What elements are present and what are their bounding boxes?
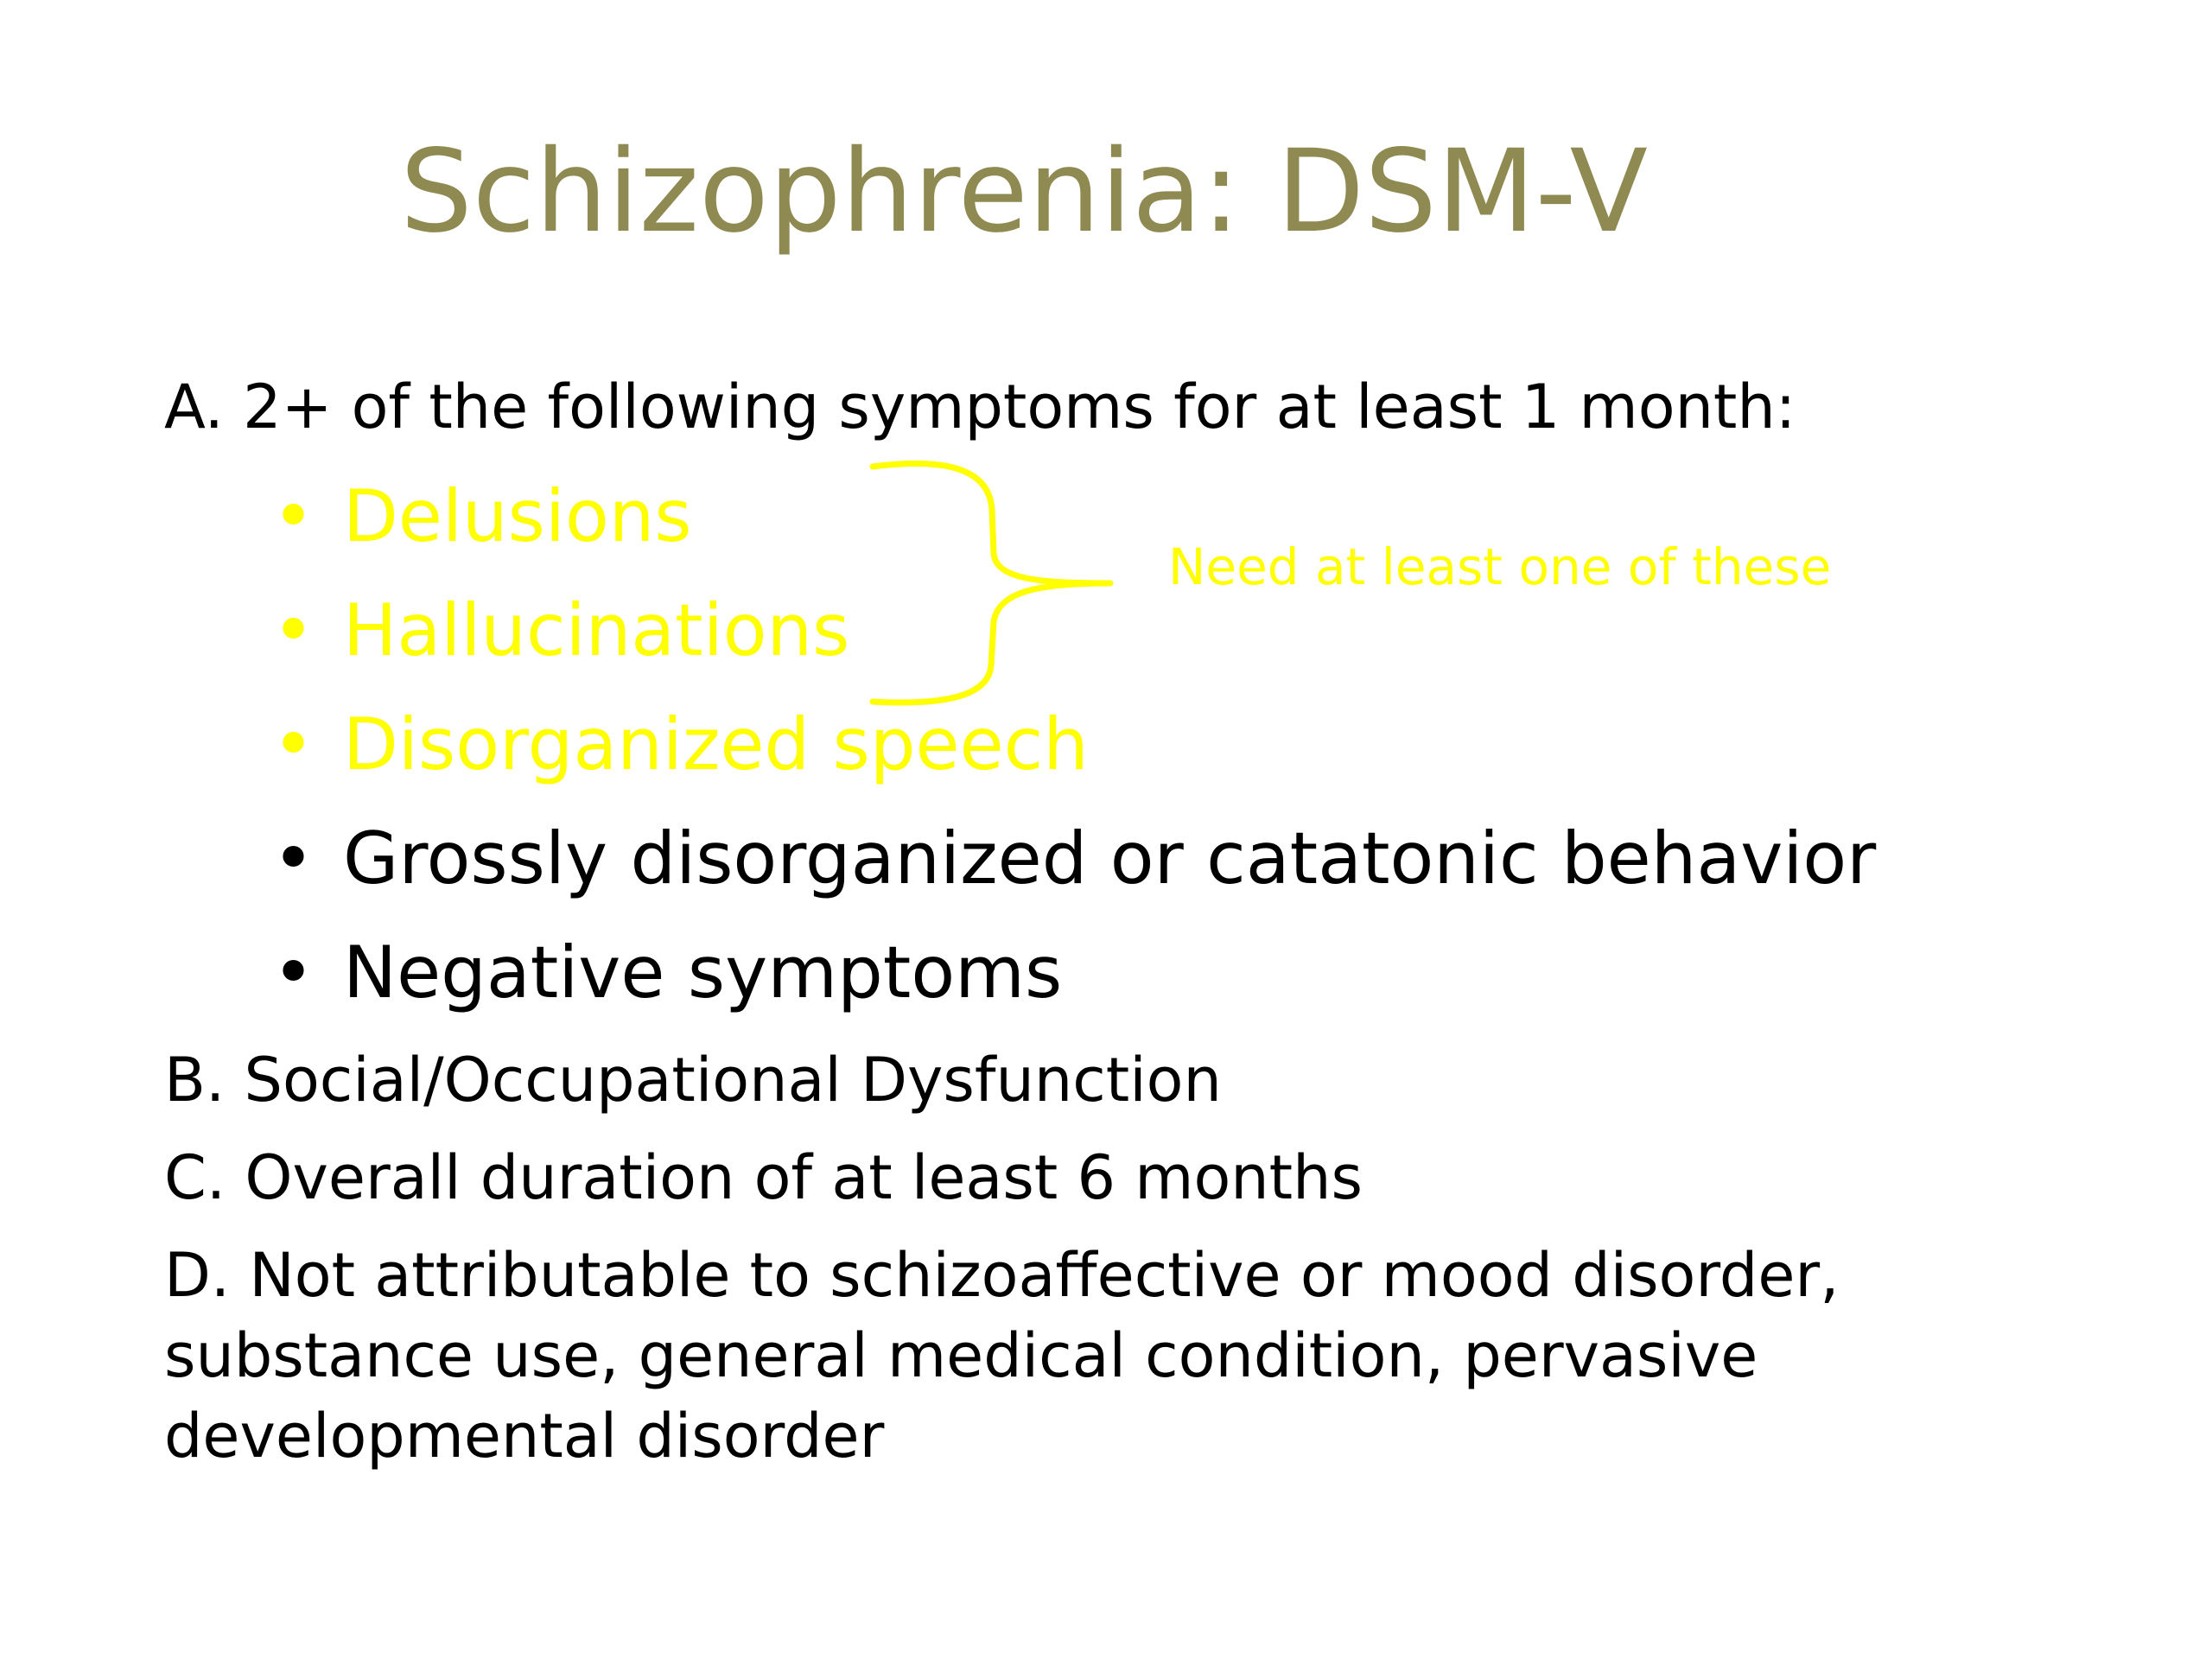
- bullet-icon: •: [272, 588, 315, 672]
- symptom-item-negative-symptoms: [272, 930, 1062, 1016]
- criterion-a: A. 2+ of the following symptoms for at least 1 month:: [164, 372, 1796, 442]
- symptom-label: Grossly disorganized or catatonic behavior: [343, 817, 1877, 900]
- bullet-icon: •: [272, 702, 315, 786]
- symptom-item-catatonic-behavior: [272, 816, 1876, 902]
- bullet-icon: •: [272, 817, 315, 900]
- criterion-d: D. Not attributable to schizoaffective or mood disorder, substance use, general medical condition, pervasive developmental disorder: [164, 1240, 1840, 1471]
- symptom-item-delusions: [272, 474, 692, 560]
- bullet-icon: •: [272, 474, 315, 558]
- symptom-label: Negative symptoms: [343, 931, 1063, 1014]
- slide-title: Schizophrenia: DSM-V: [400, 125, 1648, 258]
- symptom-label: Delusions: [343, 474, 692, 558]
- symptom-label: Disorganized speech: [343, 702, 1089, 786]
- criterion-b: B. Social/Occupational Dysfunction: [164, 1045, 1222, 1116]
- annotation-note: Need at least one of these: [1168, 537, 1832, 596]
- symptom-item-disorganized-speech: [272, 702, 1089, 788]
- bullet-icon: •: [272, 931, 315, 1014]
- symptom-item-hallucinations: [272, 588, 849, 674]
- symptom-label: Hallucinations: [343, 588, 850, 672]
- criterion-c: C. Overall duration of at least 6 months: [164, 1142, 1363, 1213]
